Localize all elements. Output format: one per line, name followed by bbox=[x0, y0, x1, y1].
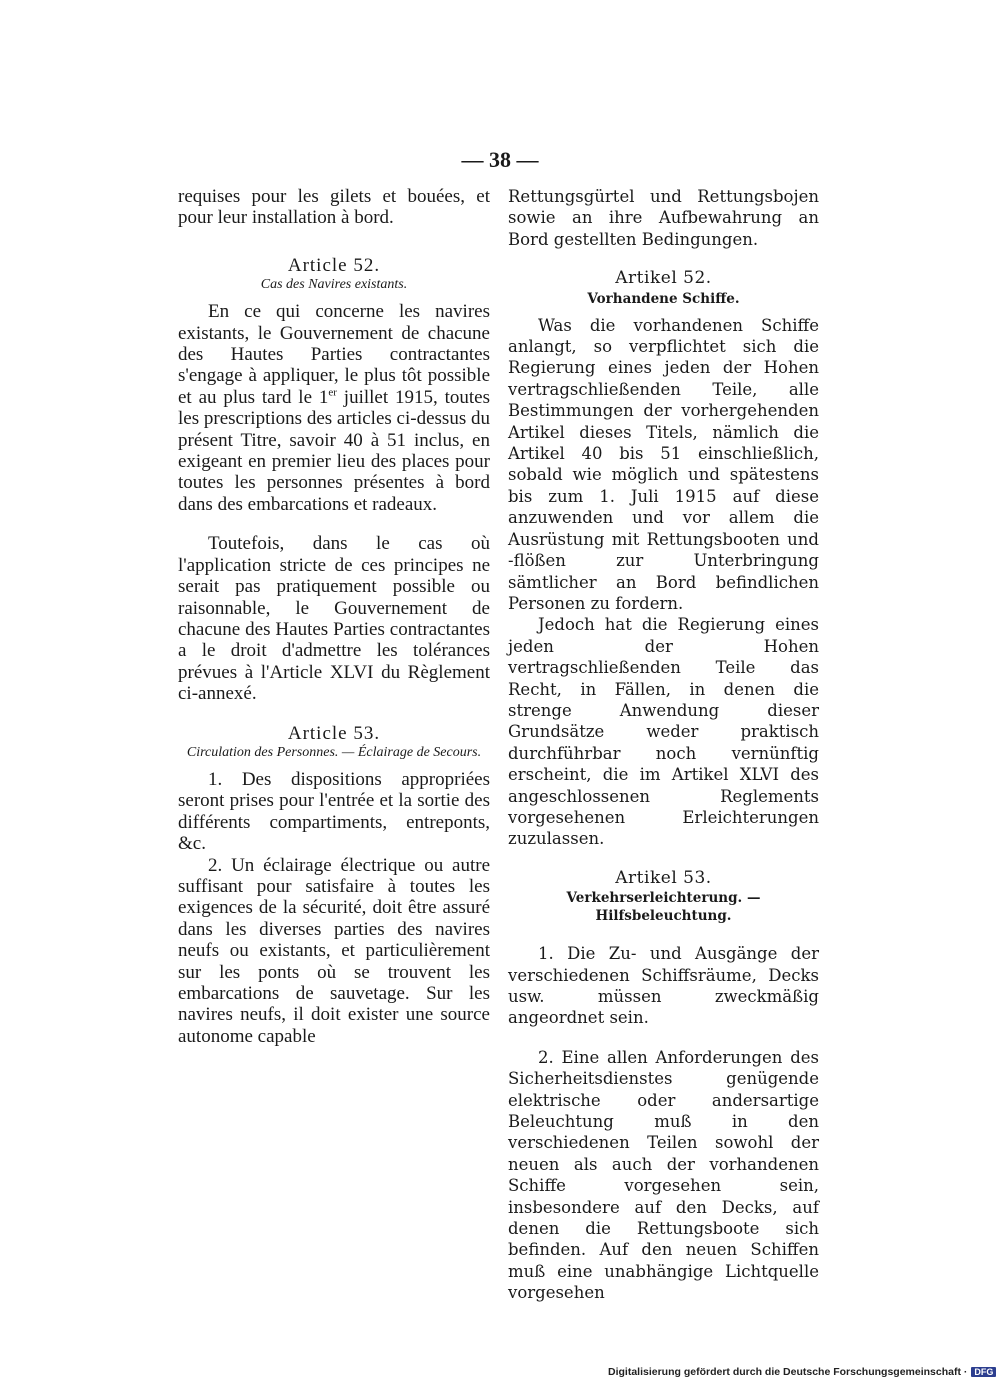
german-column bbox=[508, 186, 819, 1304]
dfg-logo: DFG bbox=[971, 1367, 996, 1377]
french-article-52-para-2: Toutefois, dans le cas où l'application stricte de ces principes ne serait pas pratiquement possible ou raisonnable, le Gouvernement de chacune des Hautes Parties contractantes a le droit d'admettre les tolérances prévues à l'Article XLVI du Règlement ci-annexé. bbox=[178, 533, 490, 705]
german-article-53-subtitle: Verkehrserleichterung. — Hilfsbeleuchtung. bbox=[566, 890, 761, 925]
german-article-53-title: Artikel 53. bbox=[615, 867, 712, 888]
german-article-53-para-1: 1. Die Zu- und Ausgänge der verschiedenen Schiffsräume, Decks usw. müssen zweckmäßig angeordnet sein. bbox=[508, 944, 819, 1028]
french-article-53-para-2: 2. Un éclairage électrique ou autre suffisant pour satisfaire à toutes les exigences de la sécurité, doit être assuré dans les diverses parties des navires neufs ou existants, et particulièrement sur les ponts où se trouvent les embarcations de sauvetage. Sur les navires neufs, il doit exister une source autonome capable bbox=[178, 854, 490, 1047]
french-article-53-para-1: 1. Des dispositions appropriées seront prises pour l'entrée et la sortie des différents compartiments, entreponts, &c. bbox=[178, 768, 490, 855]
german-intro: Rettungsgürtel und Rettungsbojen sowie an ihre Aufbewahrung an Bord gestellten Bedingungen. bbox=[508, 187, 819, 249]
french-article-52-para-1: En ce qui concerne les navires existants, le Gouvernement de chacune des Hautes Parties contractantes s'engage à appliquer, le plus tôt possible et au plus tard le 1er juillet 1915, toutes les prescriptions des articles ci-dessus du présent Titre, savoir 40 à 51 inclus, en exigeant en premier lieu des places pour toutes les personnes présentes à bord dans des embarcations et radeaux. bbox=[178, 301, 490, 515]
page-number: — 38 — bbox=[461, 147, 539, 172]
french-column bbox=[178, 186, 490, 1047]
german-article-52-title: Artikel 52. bbox=[615, 268, 712, 289]
french-article-53-title: Article 53. bbox=[287, 722, 381, 744]
digitization-footer bbox=[608, 1366, 994, 1378]
german-article-52-para-1: Was die vorhandenen Schiffe anlangt, so verpflichtet sich die Regierung eines jeden der Hohen vertragschließenden Teile, alle Bestimmungen der vorhergehenden Artikel dieses Titels, nämlich die Artikel 40 bis 51 einschließlich, sobald wie möglich und spätestens bis zum 1. Juli 1915 auf diese anzuwenden und vor allem die Ausrüstung mit Rettungsbooten und -flößen zur Unterbringung sämtlicher an Bord befindlichen Personen zu fordern. bbox=[508, 315, 819, 613]
french-article-52-title: Article 52. bbox=[287, 254, 381, 276]
french-article-53-subtitle: Circulation des Personnes. — Éclairage de Secours. bbox=[186, 744, 482, 760]
french-article-52-subtitle: Cas des Navires existants. bbox=[260, 277, 408, 293]
french-intro: requises pour les gilets et bouées, et pour leur installation à bord. bbox=[178, 186, 490, 229]
german-article-53-para-2: 2. Eine allen Anforderungen des Sicherheitsdienstes genügende elektrische oder andersartige Beleuchtung muß in den verschiedenen Teilen sowohl der neuen als auch der vorhandenen Schiffe vorgesehen sein, insbesondere auf den Decks, auf denen die Rettungsboote sich befinden. Auf den neuen Schiffen muß eine unabhängige Lichtquelle vorgesehen bbox=[508, 1047, 819, 1303]
german-article-52-para-2: Jedoch hat die Regierung eines jeden der Hohen vertragschließenden Teile das Recht, in Fällen, in denen die strenge Anwendung dieser Grundsätze weder praktisch durchführbar noch vernünftig erscheint, die im Artikel XLVI des angeschlossenen Reglements vorgesehenen Erleichterungen zuzulassen. bbox=[508, 615, 819, 849]
footer-text: Digitalisierung gefördert durch die Deutsche Forschungsgemeinschaft · bbox=[608, 1366, 968, 1378]
german-article-52-subtitle: Vorhandene Schiffe. bbox=[587, 290, 740, 307]
